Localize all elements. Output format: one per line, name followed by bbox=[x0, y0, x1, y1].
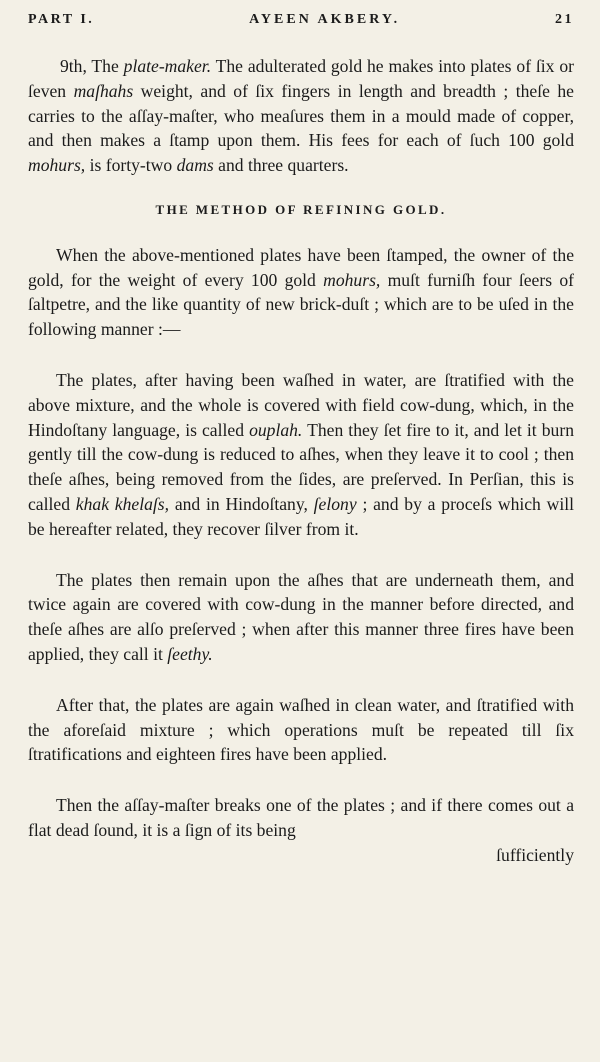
text-run: ; and by a proceſs which will be hereafter related, they recover ſilver from it. bbox=[28, 493, 575, 539]
paragraph-assay-test bbox=[28, 793, 574, 843]
italic-term: maſhahs bbox=[73, 80, 134, 101]
italic-term: plate-maker. bbox=[123, 56, 212, 76]
text-run: weight, and of ſix fingers in length and breadth ; theſe he carries to the aſſay-maſter, who meaſures them in a mould made of copper, and then makes a ſtamp upon them. His fees for each of ſuch 100 gold bbox=[28, 80, 574, 151]
italic-term: khak khelaſs, bbox=[75, 493, 170, 514]
text-run: When the above-mentioned plates have been ſtamped, the owner of the gold, for the weight of every 100 gold bbox=[28, 244, 574, 290]
text-run: The plates, after having been waſhed in water, are ſtratified with the above mixture, and the whole is covered with field cow-dung, which, in the Hindoſtany language, is called bbox=[28, 369, 574, 440]
body-text bbox=[28, 54, 574, 868]
text-run: Then the aſſay-maſter breaks one of the plates ; and if there comes out a flat dead ſound, it is a ſign of its being bbox=[28, 795, 574, 840]
italic-term: ſelony bbox=[313, 493, 357, 514]
italic-term: ouplah. bbox=[249, 419, 303, 440]
text-run: 9th, The bbox=[60, 56, 124, 76]
paragraph-three-fires bbox=[28, 568, 574, 667]
paragraph-washing-plates bbox=[28, 368, 574, 542]
paragraph-plate-maker bbox=[28, 54, 574, 178]
text-run: The adulterated gold he makes into plates of ſix or ſeven bbox=[28, 56, 574, 101]
text-run: After that, the plates are again waſhed in clean water, and ſtratified with the aforeſaid mixture ; which operations muſt be repeated till ſix ſtratifications and eighteen fires have been applied. bbox=[28, 694, 574, 765]
text-run: and in Hindoſtany, bbox=[169, 493, 314, 514]
paragraph-stamped-plates bbox=[28, 243, 574, 342]
text-run: is forty-two bbox=[85, 155, 177, 176]
paragraph-eighteen-fires bbox=[28, 693, 574, 767]
running-head bbox=[28, 12, 574, 34]
italic-term: ſeethy. bbox=[167, 643, 213, 664]
catchword: ſufficiently bbox=[496, 844, 574, 865]
page-number: 21 bbox=[554, 12, 574, 27]
italic-term: mohurs, bbox=[323, 269, 381, 290]
section-heading: THE METHOD OF REFINING GOLD. bbox=[155, 201, 447, 217]
text-run: and three quarters. bbox=[213, 155, 349, 176]
book-title: AYEEN AKBERY. bbox=[249, 12, 401, 27]
text-run: The plates then remain upon the aſhes that are underneath them, and twice again are covered with cow-dung in the manner before directed, and theſe aſhes are alſo preſerved ; when after this manner three fires have been applied, they call it bbox=[28, 569, 574, 664]
italic-term: mohurs, bbox=[28, 155, 86, 176]
part-label: PART I. bbox=[28, 12, 95, 27]
text-run: muſt furniſh four ſeers of ſaltpetre, and the like quantity of new brick-duſt ; which are to be uſed in the following manner :— bbox=[28, 269, 574, 340]
italic-term: dams bbox=[176, 155, 214, 176]
text-run: Then they ſet fire to it, and let it burn gently till the cow-dung is reduced to aſhes, when they leave it to cool ; then theſe aſhes, being removed from the ſides, are preſerved. In Perſian, this is called bbox=[28, 419, 574, 514]
